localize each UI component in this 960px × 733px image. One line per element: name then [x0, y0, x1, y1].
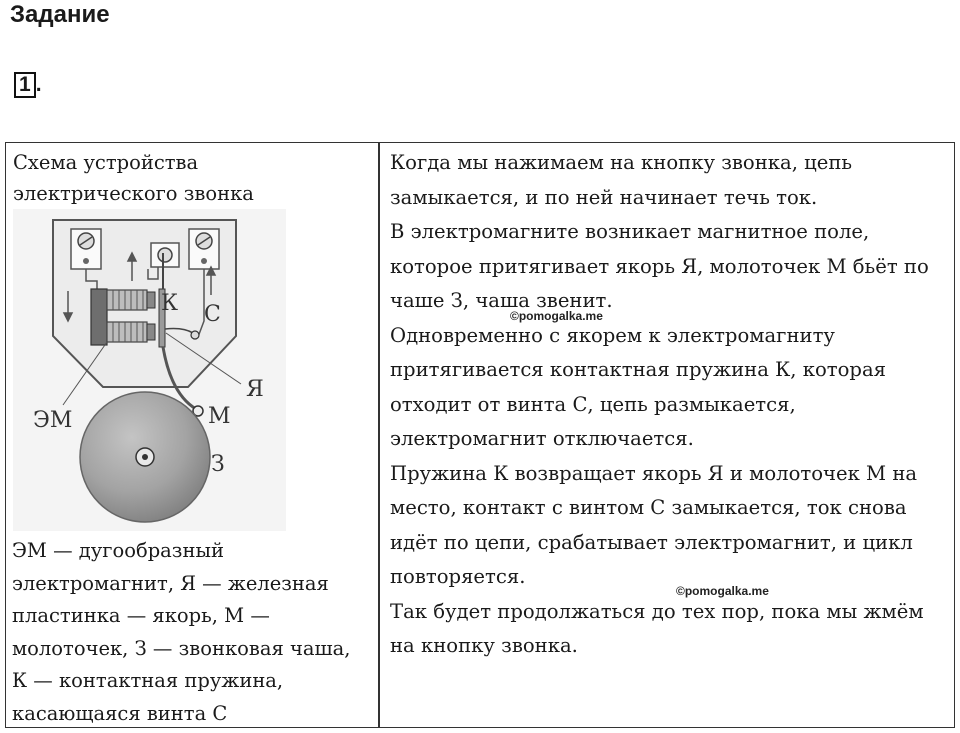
label-s: С [204, 302, 221, 327]
task-number-suffix: . [35, 73, 42, 96]
legend-line: пластинка — якорь, М — [12, 604, 270, 627]
explanation-line: Пружина К возвращает якорь Я и молоточек М на [390, 461, 918, 485]
label-k: К [161, 291, 179, 316]
explanation-line: которое притягивает якорь Я, молоточек М бьёт по [390, 254, 929, 278]
explanation-line: на кнопку звонка. [390, 634, 578, 657]
legend-line: К — контактная пружина, [12, 669, 284, 692]
task-number-box: 1 [14, 72, 36, 98]
caption-line: электрического звонка [13, 182, 254, 205]
right-screw-icon [189, 229, 219, 269]
explanation-line: Когда мы нажимаем на кнопку звонка, цепь [390, 151, 853, 174]
watermark: ©pomogalka.me [510, 309, 603, 323]
explanation-line: чаше З, чаша звенит. [390, 289, 613, 312]
explanation-line: Так будет продолжаться до тех пор, пока мы жмём [390, 599, 924, 623]
right-cell [380, 143, 954, 727]
task-table [5, 142, 955, 728]
figure-caption [13, 147, 363, 209]
explanation-line: электромагнит отключается. [390, 427, 694, 450]
label-em: ЭМ [33, 408, 73, 433]
electric-bell-diagram [13, 209, 286, 531]
label-z: З [211, 452, 225, 477]
explanation-line: Одновременно с якорем к электромагниту [390, 323, 835, 347]
caption-line: Схема устройства [13, 151, 199, 174]
task-number [14, 72, 42, 98]
explanation-line: повторяется. [390, 565, 526, 588]
figure-legend [12, 535, 362, 730]
explanation-text [390, 146, 950, 664]
legend-line: ЭМ — дугообразный [12, 539, 224, 562]
explanation-line: В электромагните возникает магнитное поле, [390, 220, 870, 243]
legend-line: касающаяся винта С [12, 701, 228, 725]
explanation-line: идёт по цепи, срабатывает электромагнит, и цикл [390, 530, 913, 554]
legend-line: молоточек, З — звонковая чаша, [12, 636, 351, 660]
explanation-line: замыкается, и по ней начинает течь ток. [390, 185, 818, 209]
label-ya: Я [246, 377, 264, 402]
page-title: Задание [10, 1, 110, 28]
explanation-line: место, контакт с винтом С замыкается, ток снова [390, 496, 907, 519]
top-contact-screw-icon [151, 243, 179, 267]
legend-line: электромагнит, Я — железная [12, 571, 329, 595]
explanation-line: отходит от винта С, цепь размыкается, [390, 392, 796, 416]
explanation-line: притягивается контактная пружина К, которая [390, 358, 887, 381]
left-cell [6, 143, 378, 727]
left-screw-icon [71, 229, 101, 269]
label-m: М [208, 404, 231, 429]
watermark: ©pomogalka.me [676, 584, 769, 598]
